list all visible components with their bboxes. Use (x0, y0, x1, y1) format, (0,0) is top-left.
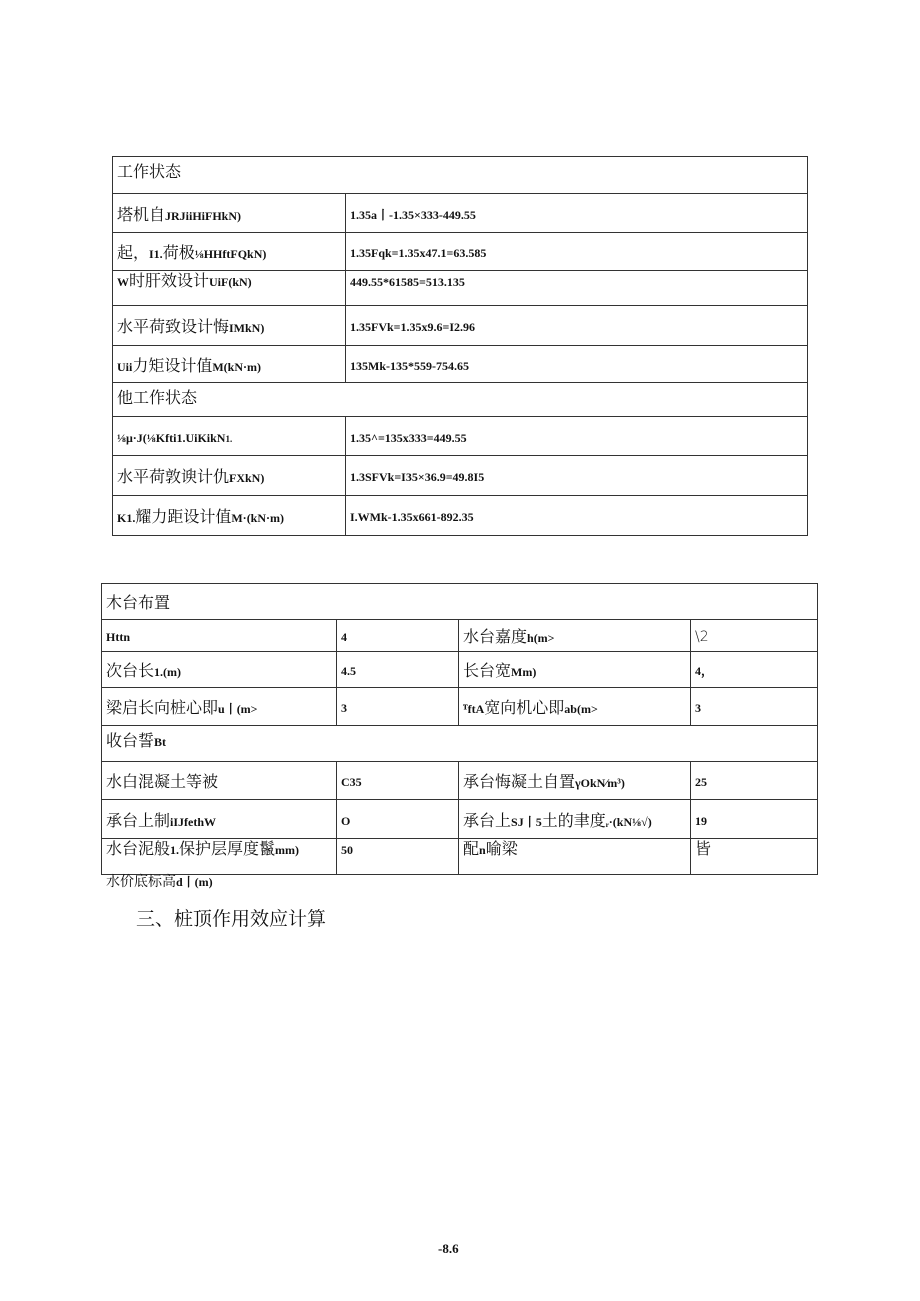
cell-value: 3 (691, 688, 818, 726)
row-value: 1.35FVk=1.35x9.6=I2.96 (346, 306, 808, 346)
cell-value: O (337, 800, 459, 839)
cell-label: 水白混凝土等被 (102, 762, 337, 800)
cell-value: 3 (337, 688, 459, 726)
cell-value: 19 (691, 800, 818, 839)
cell-label: 水台嘉度h(m> (459, 620, 691, 652)
cell-value: C35 (337, 762, 459, 800)
row-label: 水平荷敦谀计仇FXkN) (113, 456, 346, 496)
cell-label: 水台泥般1.保护层厚度鬣mm) (102, 839, 337, 875)
section-title-cap-layout: 木台布置 (102, 584, 818, 620)
row-value: 1.3SFVk=I35×36.9=49.8I5 (346, 456, 808, 496)
cap-bottom-elevation-label: 水价底标高d丨(m) (106, 874, 213, 890)
design-load-table (112, 156, 808, 536)
cell-value: 4 (337, 620, 459, 652)
section-title-other-state: 他工作状态 (113, 383, 808, 417)
cell-label: 次台长1.(m) (102, 652, 337, 688)
cell-value: 4， (691, 652, 818, 688)
cell-label: 梁启长向桩心即u丨(m> (102, 688, 337, 726)
page-number: -8.6 (438, 1241, 459, 1256)
cell-label: ᵀftA宽向机心即ab(m> (459, 688, 691, 726)
cell-value: 4.5 (337, 652, 459, 688)
cell-value: 50 (337, 839, 459, 875)
cell-label: 承台悔凝土自置γOkN∕m³) (459, 762, 691, 800)
section-title-working-state: 工作状态 (113, 157, 808, 194)
row-value: 1.35a丨-1.35×333-449.55 (346, 194, 808, 233)
cell-value: 25 (691, 762, 818, 800)
cell-label: 长台宽Mm) (459, 652, 691, 688)
cell-label: 承台上SJ丨5土的聿度ᵣ·(kN⅛√) (459, 800, 691, 839)
section-heading: 三、桩顶作用效应计算 (136, 908, 327, 930)
row-value: 449.55*61585=513.135 (346, 271, 808, 306)
cell-label: 配n喻梁 (459, 839, 691, 875)
row-label: 塔机自JRJiiHiFHkN) (113, 194, 346, 233)
cell-label: Httn (102, 620, 337, 652)
row-value: 1.35^=135x333=449.55 (346, 417, 808, 456)
row-value: I.WMk-1.35x661-892.35 (346, 496, 808, 536)
row-label: W时肝效设计UiF(kN) (113, 271, 346, 306)
cell-value: 皆 (691, 839, 818, 875)
row-label: Uii力矩设计值M(kN·m) (113, 346, 346, 383)
pile-cap-table (101, 583, 818, 875)
row-label: K1.耀力距设计值M·(kN·m) (113, 496, 346, 536)
cell-value: \2 (691, 620, 818, 652)
row-value: 1.35Fqk=1.35x47.1=63.585 (346, 233, 808, 271)
section-title-cap-params: 收台誓Bt (102, 726, 818, 762)
row-label: ⅛μ·J(⅛Kfti1.UiKikN1. (113, 417, 346, 456)
cell-label: 承台上制iIJfethW (102, 800, 337, 839)
row-label: 水平荷致设计悔IMkN) (113, 306, 346, 346)
row-label: 起，I1.荷极⅛HHftFQkN) (113, 233, 346, 271)
row-value: 135Mk-135*559-754.65 (346, 346, 808, 383)
